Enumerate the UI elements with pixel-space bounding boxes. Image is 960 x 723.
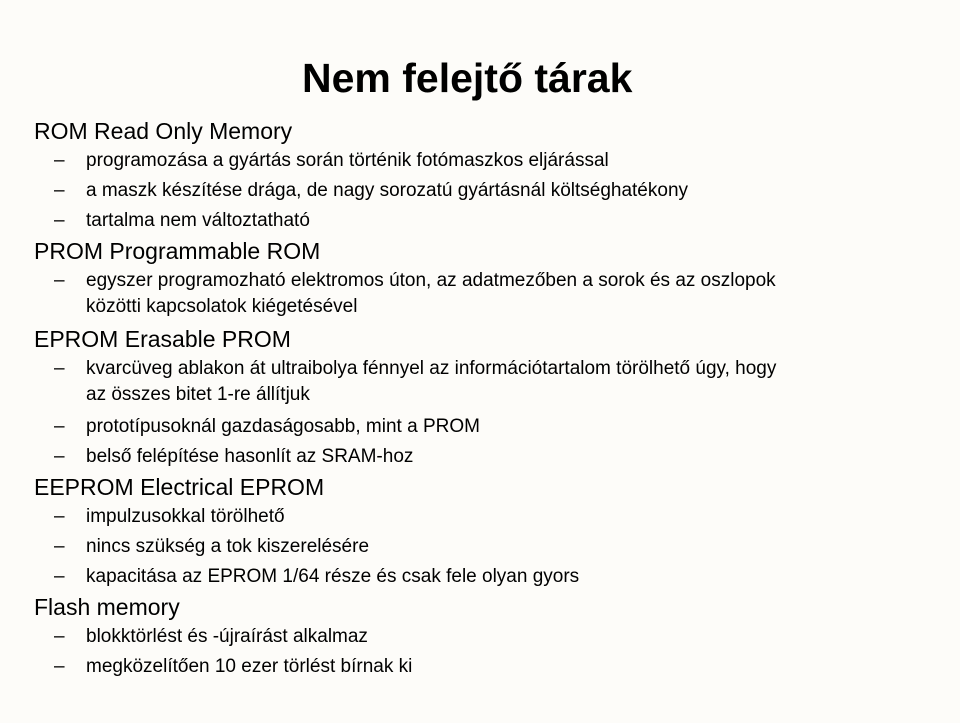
dash-bullet: – [54, 150, 65, 171]
dash-bullet: – [54, 416, 65, 437]
section-heading-rom: ROM Read Only Memory [34, 118, 293, 144]
bullet-item [34, 532, 934, 562]
bullet-text: megközelítően 10 ezer törlést bírnak ki [86, 656, 413, 677]
dash-bullet: – [54, 446, 65, 467]
bullet-text-line-2: az összes bitet 1-re állítjuk [86, 384, 310, 405]
dash-bullet: – [54, 566, 65, 587]
bullet-text: nincs szükség a tok kiszerelésére [86, 536, 370, 557]
dash-bullet: – [54, 270, 65, 291]
bullet-item [34, 268, 934, 320]
section-heading-eeprom: EEPROM Electrical EPROM [34, 474, 325, 500]
bullet-item [34, 502, 934, 532]
section-heading-eprom: EPROM Erasable PROM [34, 326, 291, 352]
bullet-text: impulzusokkal törölhető [86, 506, 285, 527]
dash-bullet: – [54, 626, 65, 647]
bullet-item [34, 562, 934, 592]
bullet-item [34, 146, 934, 176]
bullet-text: prototípusoknál gazdaságosabb, mint a PROM [86, 416, 480, 437]
bullet-text: tartalma nem változtatható [86, 210, 310, 231]
slide-title: Nem felejtő tárak [302, 55, 633, 101]
bullet-text-line-2: közötti kapcsolatok kiégetésével [86, 296, 358, 317]
dash-bullet: – [54, 536, 65, 557]
bullet-text: blokktörlést és -újraírást alkalmaz [86, 626, 368, 647]
bullet-item [34, 206, 934, 236]
bullet-text-line-1: kvarcüveg ablakon át ultraibolya fénnyel az információtartalom törölhető úgy, hogy [86, 358, 777, 379]
dash-bullet: – [54, 358, 65, 379]
bullet-item [34, 652, 934, 682]
dash-bullet: – [54, 180, 65, 201]
section-heading-flash: Flash memory [34, 594, 180, 620]
dash-bullet: – [54, 506, 65, 527]
bullet-item [34, 356, 934, 408]
dash-bullet: – [54, 656, 65, 677]
bullet-item [34, 412, 934, 442]
bullet-text-line-1: egyszer programozható elektromos úton, az adatmezőben a sorok és az oszlopok [86, 270, 776, 291]
bullet-text: programozása a gyártás során történik fotómaszkos eljárással [86, 150, 609, 171]
bullet-text: a maszk készítése drága, de nagy sorozatú gyártásnál költséghatékony [86, 180, 689, 201]
bullet-text: belső felépítése hasonlít az SRAM-hoz [86, 446, 414, 467]
slide-content [34, 116, 934, 682]
bullet-item [34, 176, 934, 206]
bullet-text: kapacitása az EPROM 1/64 része és csak fele olyan gyors [86, 566, 580, 587]
bullet-item [34, 622, 934, 652]
bullet-item [34, 442, 934, 472]
section-heading-prom: PROM Programmable ROM [34, 238, 321, 264]
dash-bullet: – [54, 210, 65, 231]
